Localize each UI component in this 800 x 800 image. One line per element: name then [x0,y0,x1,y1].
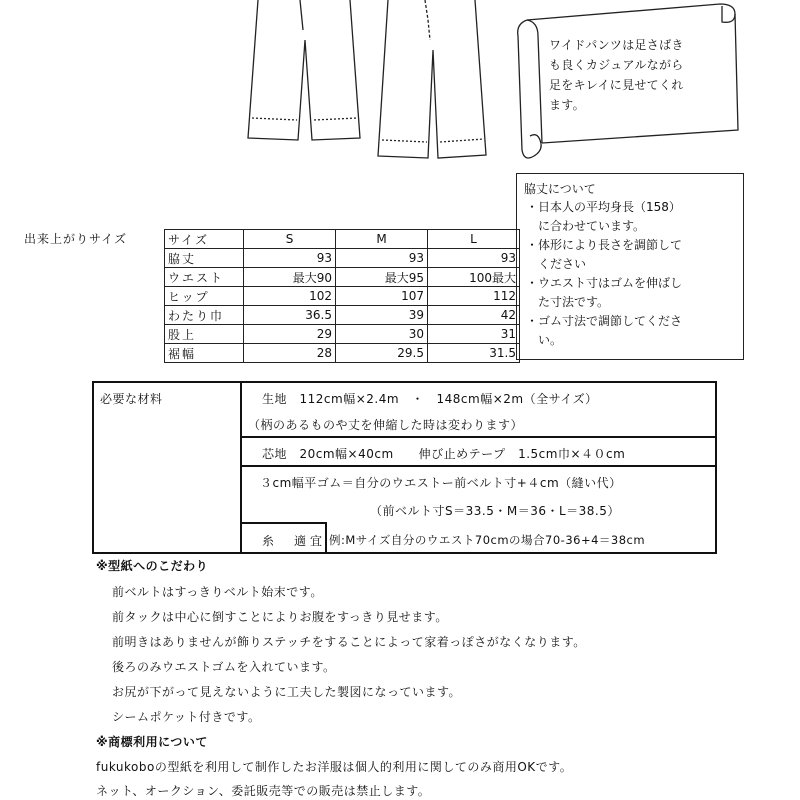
table-cell: 112 [428,287,520,306]
commercial-title: ※商標利用について [96,735,208,749]
table-cell: 30 [336,325,428,344]
table-row [165,325,520,344]
table-cell: 最大95 [336,268,428,287]
size-table [164,229,520,363]
note-line: た寸法です。 [526,295,610,309]
point-item: 後ろのみウエストゴムを入れています。 [112,660,336,674]
note-line: に合わせています。 [526,219,646,233]
materials-row-divider [240,465,717,467]
table-cell: 29.5 [336,344,428,363]
table-cell: 93 [428,249,520,268]
row-label: 股上 [165,325,244,344]
table-row [165,287,520,306]
table-cell: 93 [336,249,428,268]
note-line: い。 [526,333,563,347]
materials-row-divider [240,436,717,438]
point-item: 前明きはありませんが飾りステッチをすることによって家着っぽさがなくなります。 [112,635,586,649]
table-cell: 29 [244,325,336,344]
point-item: 前ベルトはすっきりベルト始末です。 [112,585,323,599]
table-row [165,306,520,325]
materials-divider [240,381,242,554]
table-cell: 31.5 [428,344,520,363]
header-cell: S [244,230,336,249]
header-cell: サイズ [165,230,244,249]
row-label: ウエスト [165,268,244,287]
table-row [165,344,520,363]
note-line: ください [526,257,587,271]
scroll-note-line: 足をキレイに見せてくれ [549,78,684,92]
materials-label: 必要な材料 [100,392,163,406]
table-cell: 28 [244,344,336,363]
table-cell: 最大90 [244,268,336,287]
note-line: ・日本人の平均身長（158） [526,200,681,214]
table-cell: 36.5 [244,306,336,325]
table-cell: 39 [336,306,428,325]
commercial-line: fukukoboの型紙を利用して制作したお洋服は個人的利用に関してのみ商用OKです。 [96,760,573,774]
point-item: シームポケット付きです。 [112,710,261,724]
table-row [165,249,520,268]
elastic-text: ３cm幅平ゴム＝自分のウエストー前ベルト寸+４cm（縫い代） [260,476,622,490]
row-label: 脇丈 [165,249,244,268]
commercial-line: ネット、オークション、委託販売等での販売は禁止します。 [96,784,431,798]
length-note-item [526,198,740,236]
elastic-note: （前ベルト寸S＝33.5・M＝36・L＝38.5） [370,504,620,518]
length-note-item [526,312,740,350]
row-label: わたり巾 [165,306,244,325]
length-note-list [526,198,740,350]
scroll-note-line: も良くカジュアルながら [549,58,684,72]
example-text: 例:Mサイズ自分のウエスト70cmの場合70-36+4＝38cm [329,533,646,547]
row-label: 裾幅 [165,344,244,363]
points-title: ※型紙へのこだわり [96,559,209,573]
scroll-note-line: ワイドパンツは足さばき [549,38,684,52]
header-cell: L [428,230,520,249]
point-item: 前タックは中心に倒すことによりお腹をすっきり見せます。 [112,610,448,624]
note-line: ・体形により長さを調節して [526,238,683,252]
interfacing-text: 芯地 20cm幅×40cm 伸び止めテープ 1.5cm巾×４０cm [262,447,626,461]
table-cell: 31 [428,325,520,344]
size-table-label: 出来上がりサイズ [24,232,128,246]
note-line: ・ゴム寸法で調節してくださ [526,314,683,328]
thread-top-border [240,522,325,524]
row-label: ヒップ [165,287,244,306]
thread-text: 糸 適宜 [262,534,327,548]
length-note-item [526,274,740,312]
point-item: お尻が下がって見えないように工夫した製図になっています。 [112,685,462,699]
header-cell: M [336,230,428,249]
scroll-note-line: ます。 [549,98,585,112]
length-note-title: 脇丈について [524,182,596,196]
scroll-note [549,35,729,115]
table-cell: 102 [244,287,336,306]
table-cell: 42 [428,306,520,325]
fabric-text: 生地 112cm幅×2.4m ・ 148cm幅×2m（全サイズ） [262,392,598,406]
fabric-note: （柄のあるものや丈を伸縮した時は変わります） [248,418,524,432]
table-cell: 100最大 [428,268,520,287]
note-line: ・ウエスト寸はゴムを伸ばし [526,276,683,290]
table-row [165,268,520,287]
table-cell: 107 [336,287,428,306]
length-note-item [526,236,740,274]
size-table-header [165,230,520,249]
table-cell: 93 [244,249,336,268]
